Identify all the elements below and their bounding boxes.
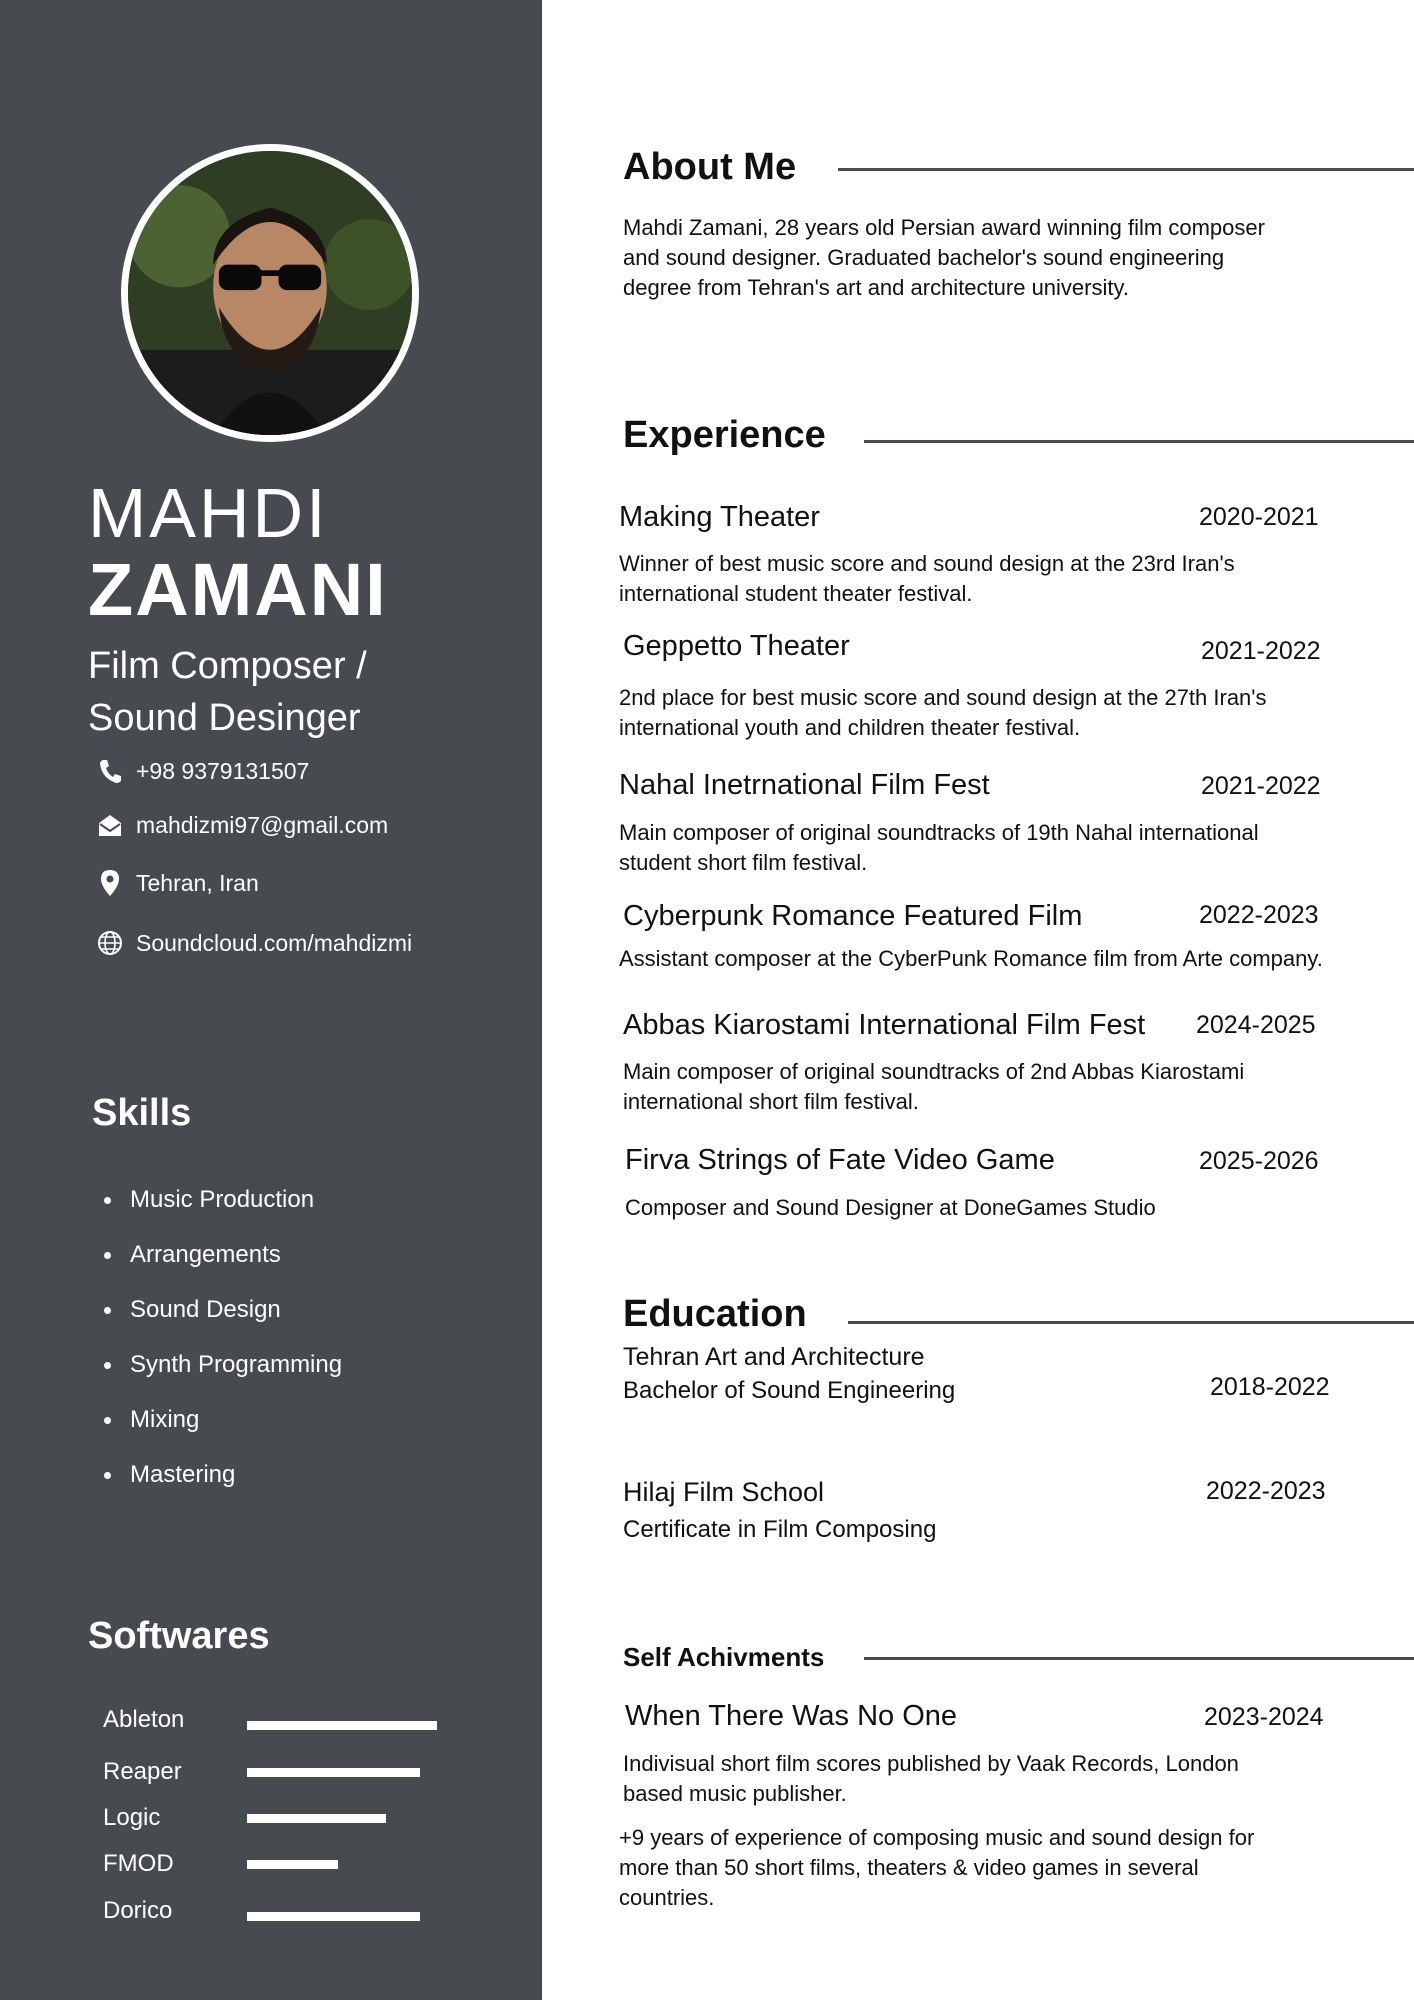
achievements-heading: Self Achivments: [623, 1642, 825, 1672]
achievement-title: When There Was No One: [625, 1700, 958, 1732]
about-heading: About Me: [623, 146, 797, 188]
experience-description-line: Assistant composer at the CyberPunk Romance film from Arte company.: [619, 946, 1323, 971]
about-text: [623, 213, 1265, 303]
education-heading: Education: [623, 1293, 807, 1335]
achievements-divider: [864, 1657, 1414, 1660]
software-level-bar-logic: [247, 1814, 386, 1823]
skill-item: Sound Design: [100, 1290, 342, 1345]
experience-role: Cyberpunk Romance Featured Film: [623, 900, 1083, 932]
experience-summary-line: countries.: [619, 1885, 715, 1910]
experience-description-line: Main composer of original soundtracks of 2nd Abbas Kiarostami: [623, 1059, 1245, 1084]
experience-role: Making Theater: [619, 501, 820, 533]
experience-description: [619, 683, 1267, 743]
skill-item: Mastering: [100, 1455, 342, 1510]
experience-description: [619, 549, 1235, 609]
education-degree: Bachelor of Sound Engineering: [623, 1377, 956, 1404]
software-name-reaper: Reaper: [103, 1758, 182, 1785]
phone-text: +98 9379131507: [136, 757, 310, 784]
softwares-heading: Softwares: [88, 1615, 270, 1657]
experience-years: 2021-2022: [1201, 637, 1321, 665]
skill-item: Arrangements: [100, 1235, 342, 1290]
experience-description: [619, 818, 1259, 878]
experience-description-line: international short film festival.: [623, 1089, 919, 1114]
experience-description: [619, 944, 1323, 974]
software-name-dorico: Dorico: [103, 1897, 173, 1924]
software-level-bar-ableton: [247, 1721, 437, 1730]
skills-list: [100, 1180, 342, 1510]
education-school: Tehran Art and Architecture: [623, 1343, 925, 1371]
experience-summary-line: +9 years of experience of composing music and sound design for: [619, 1825, 1255, 1850]
software-level-bar-dorico: [247, 1912, 420, 1921]
job-title-line-2: Sound Desinger: [88, 697, 361, 739]
first-name: MAHDI: [88, 474, 329, 552]
experience-years: 2024-2025: [1196, 1011, 1316, 1039]
profile-photo: [128, 151, 412, 435]
location-text: Tehran, Iran: [136, 869, 259, 896]
experience-summary: [619, 1823, 1254, 1913]
experience-heading: Experience: [623, 414, 826, 456]
about-text-line: Mahdi Zamani, 28 years old Persian award winning film composer: [623, 215, 1265, 240]
contact-email[interactable]: [96, 811, 388, 839]
experience-years: 2021-2022: [1201, 772, 1321, 800]
last-name: ZAMANI: [88, 548, 388, 631]
skill-item: Mixing: [100, 1400, 342, 1455]
software-name-ableton: Ableton: [103, 1706, 185, 1733]
website-text: Soundcloud.com/mahdizmi: [136, 929, 413, 956]
about-text-line: and sound designer. Graduated bachelor's sound engineering: [623, 245, 1225, 270]
globe-icon: [96, 929, 124, 957]
about-divider: [838, 168, 1414, 171]
experience-description-line: international youth and children theater festival.: [619, 715, 1081, 740]
skill-item: Synth Programming: [100, 1345, 342, 1400]
experience-description: [625, 1193, 1156, 1223]
software-name-fmod: FMOD: [103, 1850, 174, 1877]
job-title-line-1: Film Composer /: [88, 645, 367, 687]
software-level-bar-reaper: [247, 1768, 420, 1777]
education-years: 2022-2023: [1206, 1477, 1326, 1505]
contact-phone[interactable]: [96, 757, 309, 785]
achievement-years: 2023-2024: [1204, 1703, 1324, 1731]
experience-description: [623, 1057, 1244, 1117]
experience-role: Geppetto Theater: [623, 630, 850, 662]
skill-item: Music Production: [100, 1180, 342, 1235]
sidebar: [0, 0, 542, 2000]
location-pin-icon: [96, 869, 124, 897]
phone-icon: [96, 757, 124, 785]
achievement-description: [623, 1749, 1239, 1809]
avatar: [121, 144, 419, 442]
about-text-line: degree from Tehran's art and architecture university.: [623, 275, 1129, 300]
achievement-description-line: Indivisual short film scores published by Vaak Records, London: [623, 1751, 1239, 1776]
experience-description-line: Winner of best music score and sound design at the 23rd Iran's: [619, 551, 1235, 576]
job-title: [88, 640, 508, 744]
education-school: Hilaj Film School: [623, 1477, 825, 1507]
experience-years: 2022-2023: [1199, 901, 1319, 929]
skills-heading: Skills: [92, 1092, 192, 1134]
contact-website[interactable]: [96, 929, 412, 957]
software-name-logic: Logic: [103, 1804, 161, 1831]
mail-icon: [96, 811, 124, 839]
experience-summary-line: more than 50 short films, theaters & video games in several: [619, 1855, 1199, 1880]
education-divider: [848, 1321, 1414, 1324]
experience-years: 2025-2026: [1199, 1147, 1319, 1175]
experience-description-line: Composer and Sound Designer at DoneGames Studio: [625, 1195, 1156, 1220]
experience-description-line: 2nd place for best music score and sound design at the 27th Iran's: [619, 685, 1267, 710]
experience-role: Nahal Inetrnational Film Fest: [619, 769, 990, 801]
email-text: mahdizmi97@gmail.com: [136, 811, 389, 838]
software-level-bar-fmod: [247, 1860, 338, 1869]
education-years: 2018-2022: [1210, 1373, 1330, 1401]
experience-divider: [864, 440, 1414, 443]
experience-description-line: student short film festival.: [619, 850, 868, 875]
education-degree: Certificate in Film Composing: [623, 1516, 937, 1543]
experience-role: Abbas Kiarostami International Film Fest: [623, 1009, 1146, 1041]
experience-description-line: international student theater festival.: [619, 581, 973, 606]
experience-years: 2020-2021: [1199, 503, 1319, 531]
experience-description-line: Main composer of original soundtracks of 19th Nahal international: [619, 820, 1259, 845]
contact-location: [96, 869, 259, 897]
experience-role: Firva Strings of Fate Video Game: [625, 1144, 1055, 1176]
achievement-description-line: based music publisher.: [623, 1781, 847, 1806]
